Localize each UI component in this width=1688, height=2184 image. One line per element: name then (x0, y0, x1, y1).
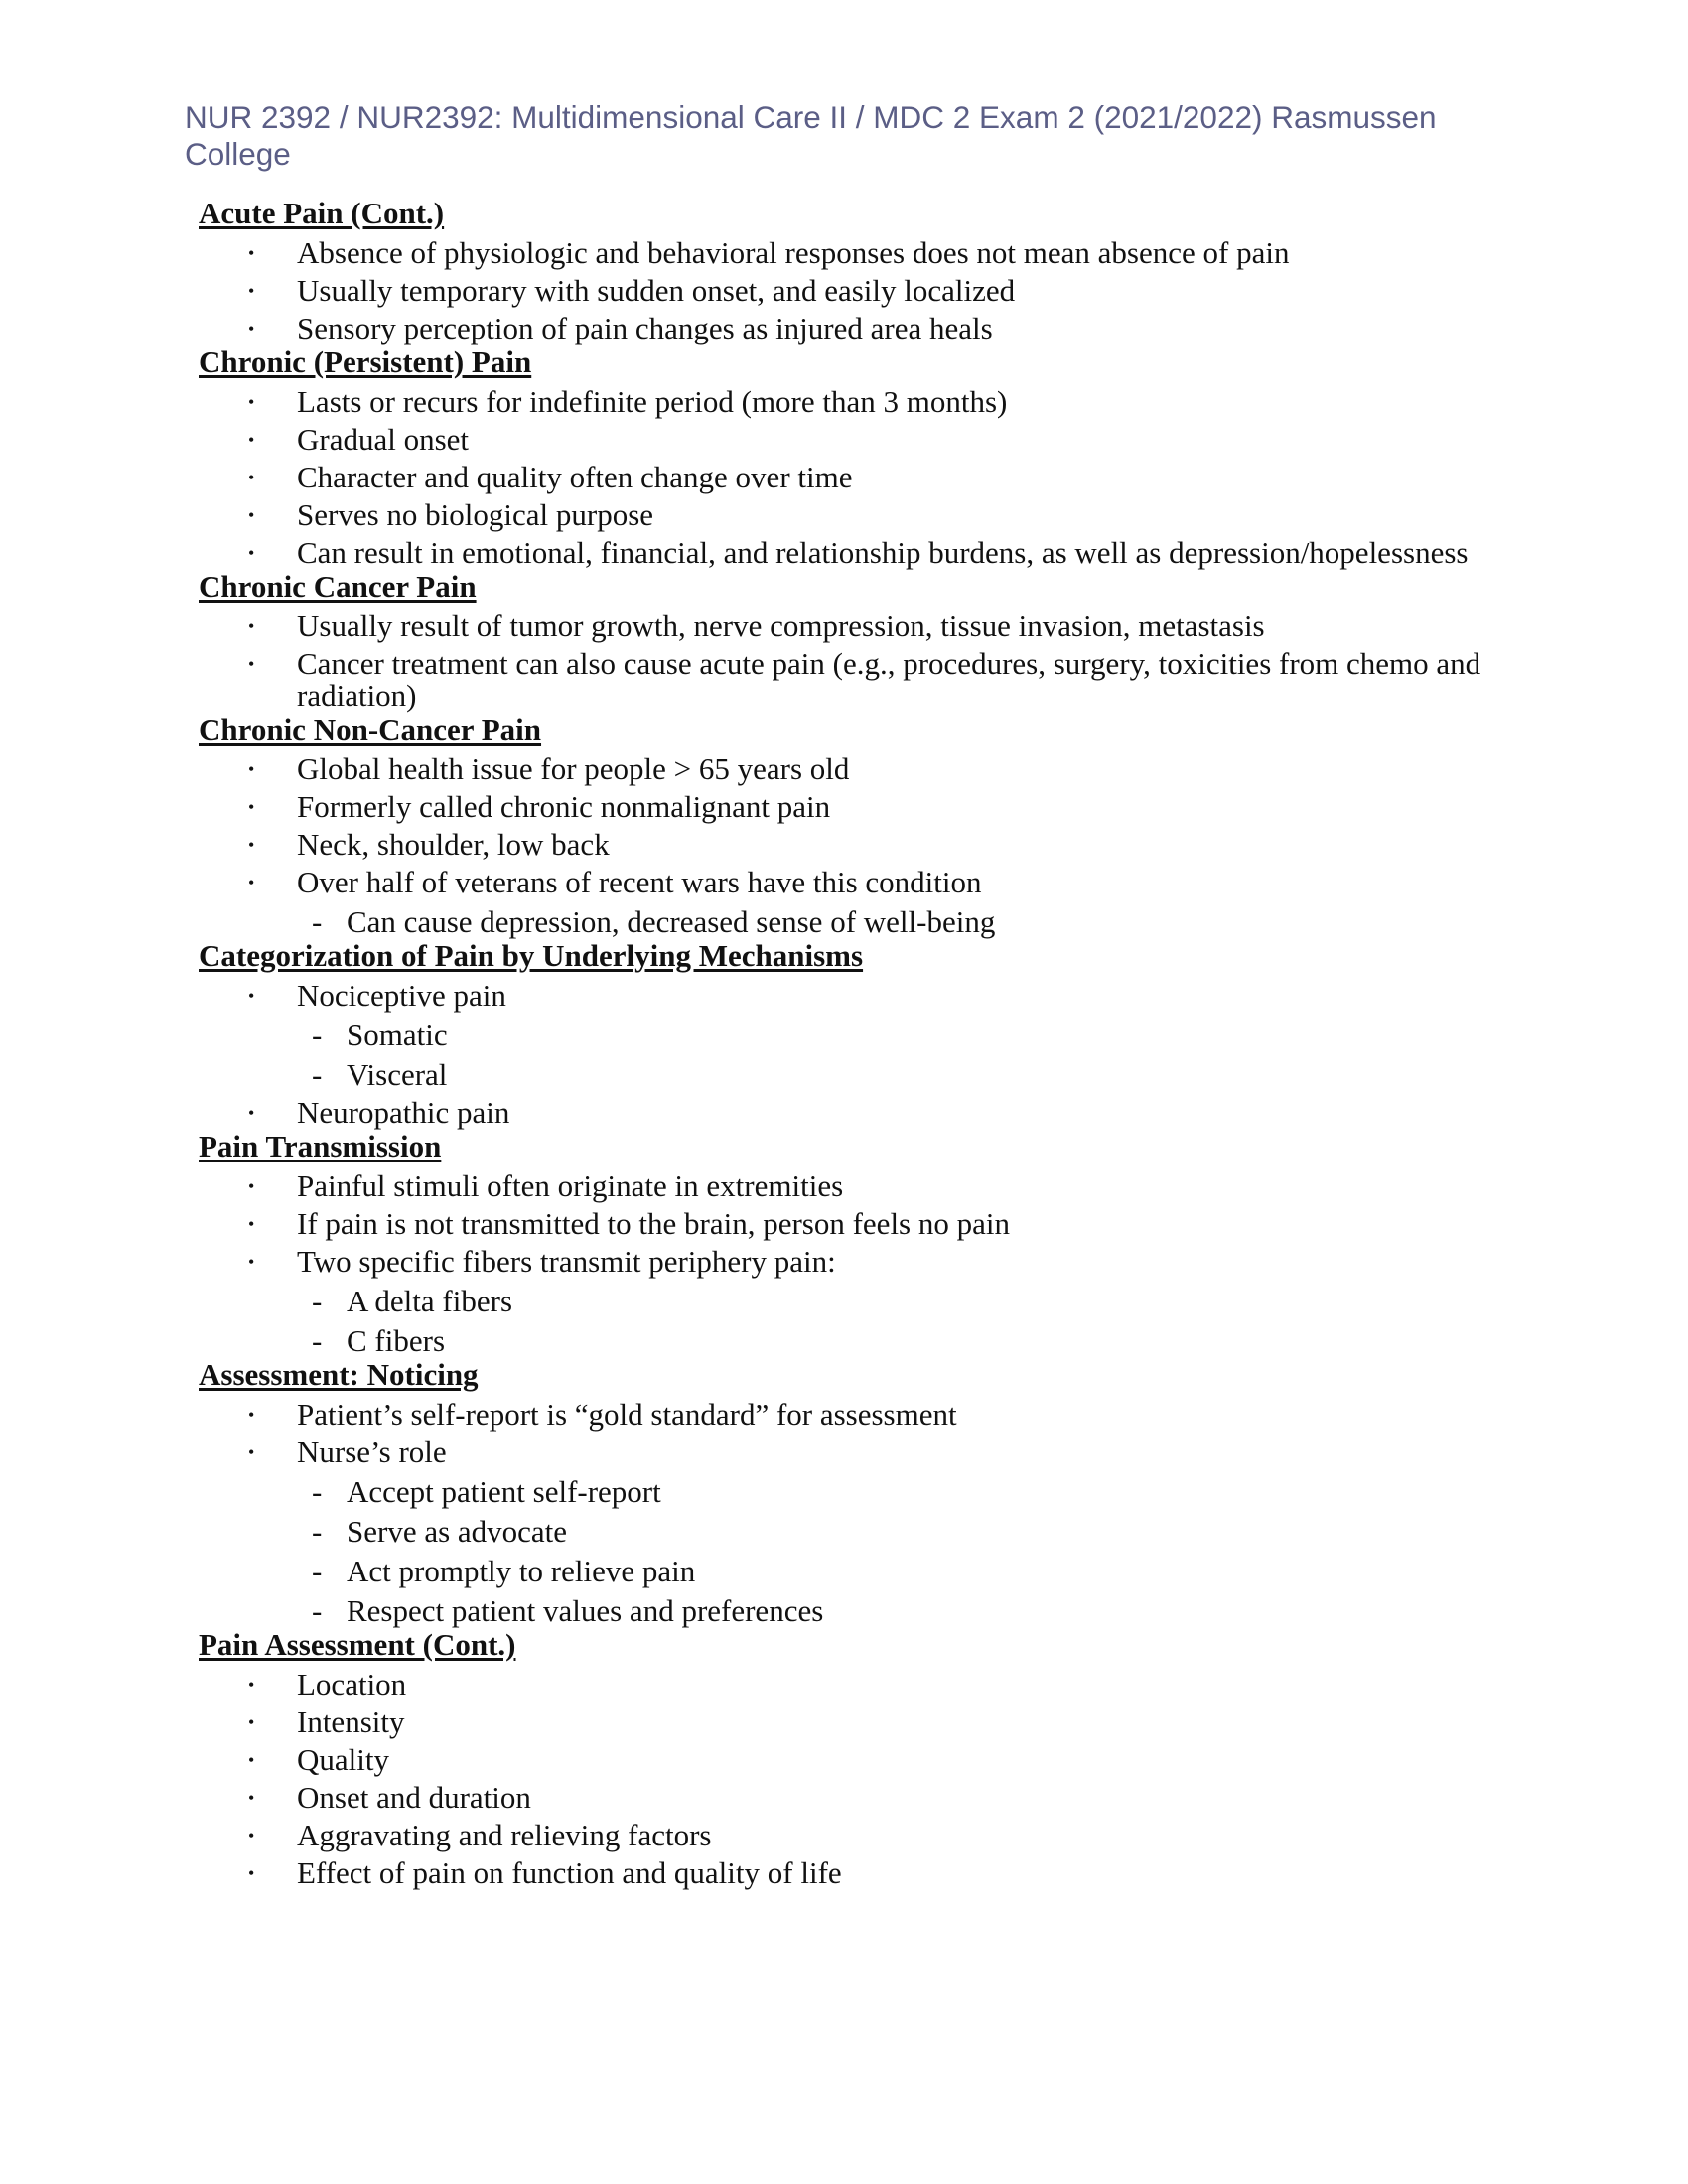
list-item-text: Over half of veterans of recent wars have this condition (297, 865, 982, 899)
bullet-list (199, 1669, 1489, 1889)
list-item-text: Painful stimuli often originate in extremities (297, 1168, 844, 1203)
dash-icon: - (312, 1284, 323, 1318)
sub-list (297, 1286, 1489, 1357)
section-heading: Categorization of Pain by Underlying Mechanisms (199, 938, 864, 973)
list-item (199, 1208, 1489, 1240)
list-item-text: Two specific fibers transmit periphery pain: (297, 1244, 836, 1279)
list-item (199, 1744, 1489, 1776)
bullet-icon: • (248, 1442, 255, 1462)
sub-list-item-text: Respect patient values and preferences (347, 1593, 824, 1628)
bullet-list (199, 753, 1489, 938)
dash-icon: - (312, 1057, 323, 1092)
bullet-icon: • (248, 243, 255, 263)
bullet-icon: • (248, 1863, 255, 1883)
sub-list-item (297, 1059, 1489, 1091)
list-item-text: Global health issue for people > 65 years old (297, 751, 850, 786)
list-item (199, 1097, 1489, 1129)
bullet-icon: • (248, 1214, 255, 1234)
list-item (199, 1436, 1489, 1627)
list-item (199, 499, 1489, 531)
bullet-icon: • (248, 1826, 255, 1845)
list-item (199, 829, 1489, 861)
bullet-icon: • (248, 1788, 255, 1808)
list-item (199, 313, 1489, 344)
sub-list-item (297, 1476, 1489, 1508)
bullet-icon: • (248, 654, 255, 674)
list-item-text: Quality (297, 1742, 389, 1777)
bullet-icon: • (248, 319, 255, 339)
list-item (199, 1246, 1489, 1357)
list-item (199, 791, 1489, 823)
dash-icon: - (312, 1593, 323, 1628)
list-item (199, 1820, 1489, 1851)
bullet-icon: • (248, 1675, 255, 1695)
bullet-icon: • (248, 873, 255, 892)
list-item (199, 237, 1489, 269)
sub-list-item-text: Can cause depression, decreased sense of well-being (347, 904, 996, 939)
list-item (199, 462, 1489, 493)
list-item (199, 537, 1489, 569)
bullet-icon: • (248, 392, 255, 412)
sub-list-item-text: Visceral (347, 1057, 448, 1092)
list-item-text: Serves no biological purpose (297, 497, 654, 532)
section-heading: Pain Assessment (Cont.) (199, 1627, 516, 1662)
sub-list (297, 1020, 1489, 1091)
sub-list-item (297, 1286, 1489, 1317)
sub-list-item-text: Accept patient self-report (347, 1474, 661, 1509)
list-item-text: Usually result of tumor growth, nerve compression, tissue invasion, metastasis (297, 609, 1265, 643)
sub-list-item (297, 1595, 1489, 1627)
list-item-text: Location (297, 1667, 407, 1702)
sub-list-item (297, 1325, 1489, 1357)
bullet-icon: • (248, 986, 255, 1006)
sub-list-item-text: C fibers (347, 1323, 446, 1358)
list-item (199, 1399, 1489, 1431)
sub-list (297, 906, 1489, 938)
dash-icon: - (312, 1474, 323, 1509)
list-item-text: Can result in emotional, financial, and relationship burdens, as well as depression/hopelessness (297, 535, 1469, 570)
dash-icon: - (312, 1514, 323, 1549)
bullet-list (199, 386, 1489, 569)
bullet-icon: • (248, 1176, 255, 1196)
list-item (199, 867, 1489, 938)
sub-list-item-text: Act promptly to relieve pain (347, 1554, 696, 1588)
list-item-text: Sensory perception of pain changes as injured area heals (297, 311, 993, 345)
list-item (199, 1857, 1489, 1889)
bullet-icon: • (248, 468, 255, 487)
bullet-icon: • (248, 505, 255, 525)
bullet-list (199, 980, 1489, 1129)
bullet-icon: • (248, 1712, 255, 1732)
list-item-text: Nurse’s role (297, 1434, 447, 1469)
bullet-icon: • (248, 430, 255, 450)
bullet-icon: • (248, 543, 255, 563)
list-item (199, 753, 1489, 785)
list-item-text: If pain is not transmitted to the brain, person feels no pain (297, 1206, 1010, 1241)
bullet-icon: • (248, 1103, 255, 1123)
list-item-text: Neuropathic pain (297, 1095, 510, 1130)
section-heading: Assessment: Noticing (199, 1357, 479, 1392)
list-item (199, 1706, 1489, 1738)
sub-list-item (297, 906, 1489, 938)
list-item-text: Cancer treatment can also cause acute pain (e.g., procedures, surgery, toxicities from chemo and radiation) (297, 646, 1481, 713)
list-item-text: Nociceptive pain (297, 978, 506, 1013)
list-item (199, 611, 1489, 642)
list-item (199, 1669, 1489, 1701)
bullet-icon: • (248, 281, 255, 301)
bullet-list (199, 1170, 1489, 1357)
bullet-list (199, 1399, 1489, 1627)
section-heading: Chronic Cancer Pain (199, 569, 477, 604)
sub-list-item (297, 1020, 1489, 1051)
list-item-text: Lasts or recurs for indefinite period (more than 3 months) (297, 384, 1008, 419)
sub-list-item-text: A delta fibers (347, 1284, 513, 1318)
bullet-icon: • (248, 759, 255, 779)
list-item (199, 275, 1489, 307)
list-item (199, 1782, 1489, 1814)
section-heading: Chronic Non-Cancer Pain (199, 712, 542, 747)
list-item-text: Onset and duration (297, 1780, 531, 1815)
bullet-icon: • (248, 616, 255, 636)
list-item-text: Aggravating and relieving factors (297, 1818, 712, 1852)
list-item (199, 386, 1489, 418)
sub-list-item-text: Serve as advocate (347, 1514, 568, 1549)
bullet-list (199, 611, 1489, 712)
bullet-icon: • (248, 1405, 255, 1425)
bullet-icon: • (248, 1252, 255, 1272)
section-heading: Chronic (Persistent) Pain (199, 344, 532, 379)
sub-list-item (297, 1556, 1489, 1587)
list-item-text: Absence of physiologic and behavioral responses does not mean absence of pain (297, 235, 1290, 270)
list-item-text: Neck, shoulder, low back (297, 827, 610, 862)
bullet-icon: • (248, 1750, 255, 1770)
sub-list-item (297, 1516, 1489, 1548)
list-item (199, 424, 1489, 456)
bullet-icon: • (248, 835, 255, 855)
list-item (199, 980, 1489, 1091)
dash-icon: - (312, 1323, 323, 1358)
list-item (199, 648, 1489, 712)
dash-icon: - (312, 904, 323, 939)
dash-icon: - (312, 1018, 323, 1052)
list-item-text: Intensity (297, 1705, 405, 1739)
list-item-text: Character and quality often change over time (297, 460, 853, 494)
list-item-text: Formerly called chronic nonmalignant pain (297, 789, 831, 824)
section-heading: Pain Transmission (199, 1129, 442, 1163)
list-item-text: Usually temporary with sudden onset, and easily localized (297, 273, 1016, 308)
list-item-text: Gradual onset (297, 422, 470, 457)
list-item-text: Patient’s self-report is “gold standard” for assessment (297, 1397, 957, 1432)
document-body (199, 196, 1489, 1889)
dash-icon: - (312, 1554, 323, 1588)
bullet-icon: • (248, 797, 255, 817)
list-item (199, 1170, 1489, 1202)
list-item-text: Effect of pain on function and quality of life (297, 1855, 842, 1890)
sub-list (297, 1476, 1489, 1627)
section-heading: Acute Pain (Cont.) (199, 196, 445, 230)
sub-list-item-text: Somatic (347, 1018, 448, 1052)
page-header: NUR 2392 / NUR2392: Multidimensional Care II / MDC 2 Exam 2 (2021/2022) Rasmussen College (185, 99, 1437, 172)
bullet-list (199, 237, 1489, 344)
